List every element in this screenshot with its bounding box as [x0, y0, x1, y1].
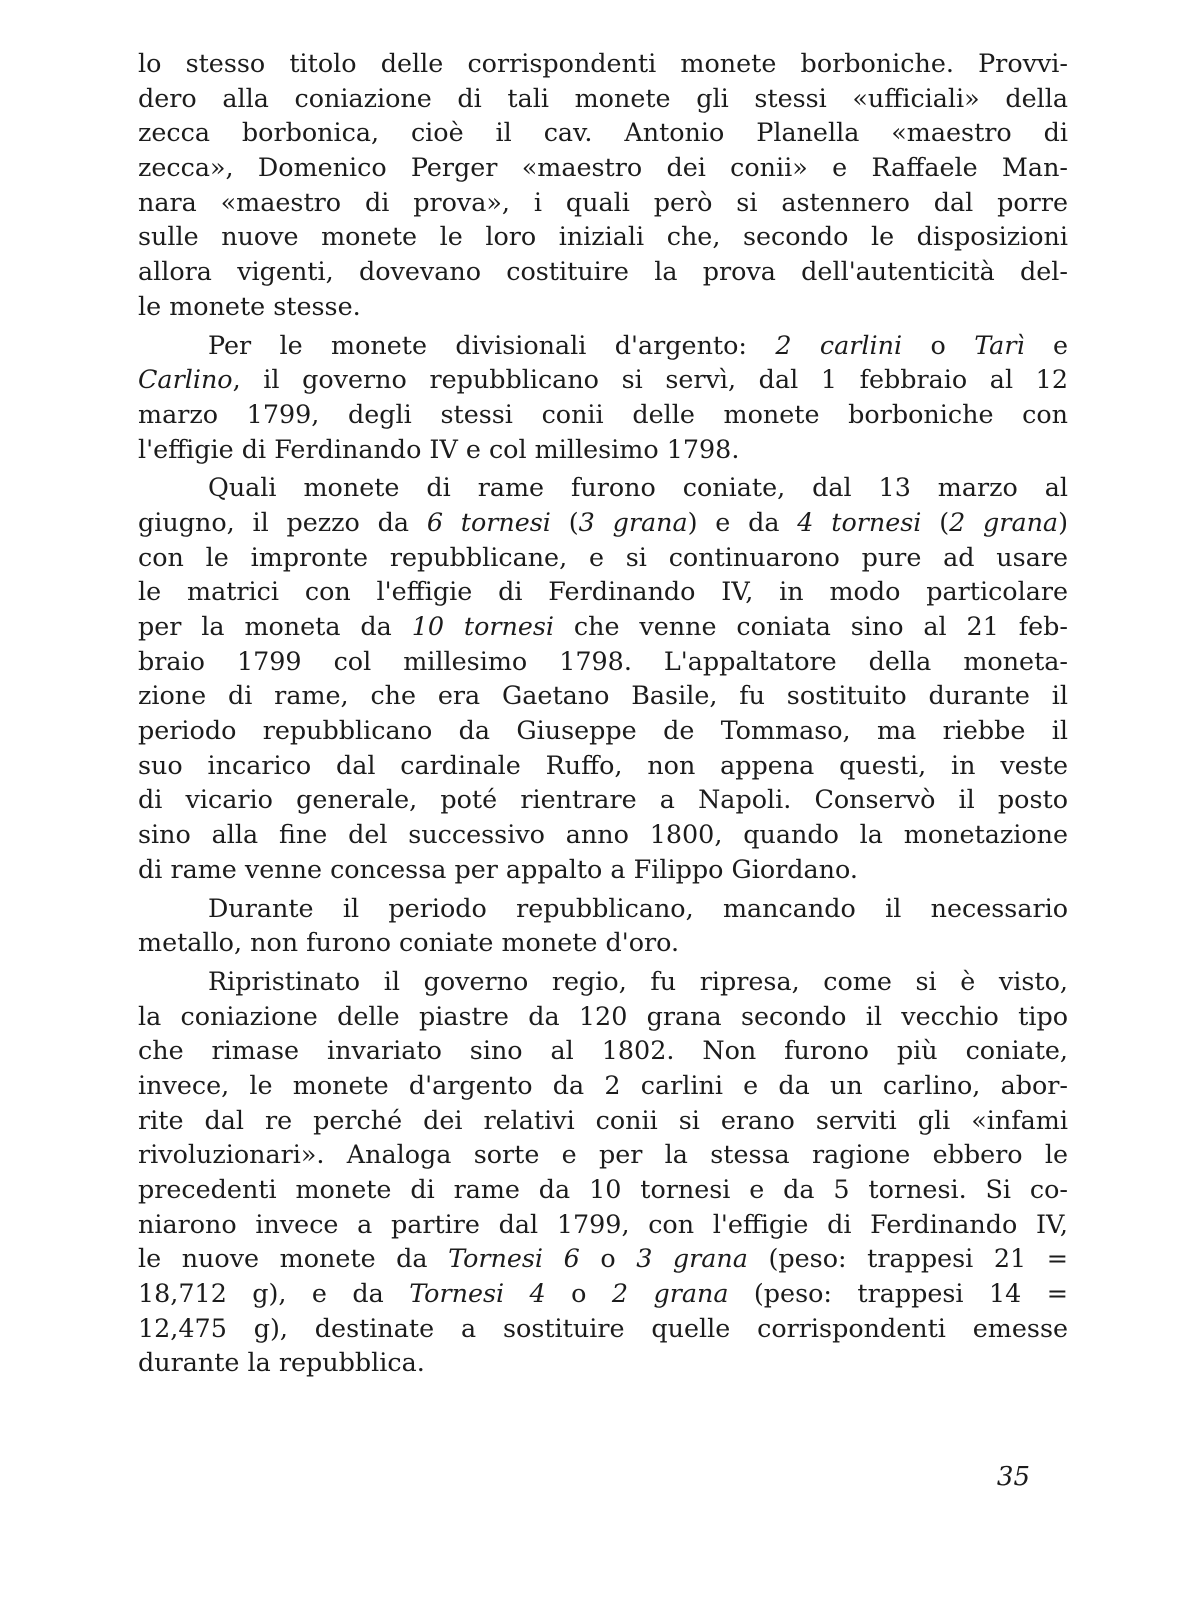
text-line: metallo, non furono coniate monete d'oro. [138, 927, 680, 958]
text-line: 12,475 g), destinate a sostituire quelle corrispondenti emesse [138, 1312, 1068, 1343]
text-line: Quali monete di rame furono coniate, dal 13 marzo al [208, 472, 1068, 503]
text-line: per la moneta da 10 tornesi che venne coniata sino al 21 feb- [138, 611, 1068, 641]
text-line: braio 1799 col millesimo 1798. L'appaltatore della moneta- [138, 645, 1068, 676]
text-line: con le impronte repubblicane, e si continuarono pure ad usare [138, 541, 1068, 572]
text-line: di rame venne concessa per appalto a Filippo Giordano. [138, 853, 858, 884]
text-line: dero alla coniazione di tali monete gli stessi «ufficiali» della [138, 82, 1068, 113]
text-line: rite dal re perché dei relativi conii si erano serviti gli «infami [138, 1104, 1068, 1135]
text-line: invece, le monete d'argento da 2 carlini e da un carlino, abor- [138, 1069, 1068, 1100]
text-line: sino alla fine del successivo anno 1800, quando la monetazione [138, 819, 1068, 850]
text-line: le monete stesse. [138, 290, 361, 321]
text-line: rivoluzionari». Analoga sorte e per la stessa ragione ebbero le [138, 1139, 1068, 1170]
text-line: che rimase invariato sino al 1802. Non furono più coniate, [138, 1035, 1068, 1066]
text-line: periodo repubblicano da Giuseppe de Tommaso, ma riebbe il [138, 715, 1068, 746]
text-line: le nuove monete da Tornesi 6 o 3 grana (peso: trappesi 21 = [138, 1243, 1068, 1274]
text-line: durante la repubblica. [138, 1347, 425, 1378]
text-line: nara «maestro di prova», i quali però si astennero dal porre [138, 186, 1068, 217]
text-line: allora vigenti, dovevano costituire la prova dell'autenticità del- [138, 256, 1068, 287]
text-line: Per le monete divisionali d'argento: 2 carlini o Tarì e [208, 329, 1068, 360]
page-number: 35 [996, 1462, 1030, 1492]
text-line: 18,712 g), e da Tornesi 4 o 2 grana (peso: trappesi 14 = [138, 1278, 1068, 1309]
text-line: precedenti monete di rame da 10 tornesi e da 5 tornesi. Si co- [138, 1174, 1068, 1204]
text-line: Carlino, il governo repubblicano si servì, dal 1 febbraio al 12 [138, 364, 1068, 395]
text-line: giugno, il pezzo da 6 tornesi (3 grana) e da 4 tornesi (2 grana) [138, 506, 1068, 537]
text-line: zione di rame, che era Gaetano Basile, fu sostituito durante il [138, 680, 1068, 711]
text-line: Ripristinato il governo regio, fu ripresa, come si è visto, [208, 965, 1068, 996]
text-line: la coniazione delle piastre da 120 grana secondo il vecchio tipo [138, 1000, 1068, 1031]
text-line: niarono invece a partire dal 1799, con l'effigie di Ferdinando IV, [138, 1208, 1068, 1239]
text-line: Durante il periodo repubblicano, mancando il necessario [208, 892, 1068, 923]
text-line: marzo 1799, degli stessi conii delle monete borboniche con [138, 398, 1068, 429]
text-line: sulle nuove monete le loro iniziali che, secondo le disposizioni [138, 221, 1068, 252]
text-line: di vicario generale, poté rientrare a Napoli. Conservò il posto [138, 784, 1068, 815]
text-line: zecca», Domenico Perger «maestro dei conii» e Raffaele Man- [138, 152, 1068, 183]
text-line: lo stesso titolo delle corrispondenti monete borboniche. Provvi- [138, 48, 1068, 78]
text-line: suo incarico dal cardinale Ruffo, non appena questi, in veste [138, 749, 1068, 780]
text-line: l'effigie di Ferdinando IV e col millesimo 1798. [138, 433, 740, 464]
text-line: zecca borbonica, cioè il cav. Antonio Planella «maestro di [138, 117, 1068, 148]
body-text [138, 46, 1068, 1380]
text-line: le matrici con l'effigie di Ferdinando IV, in modo particolare [138, 576, 1068, 607]
